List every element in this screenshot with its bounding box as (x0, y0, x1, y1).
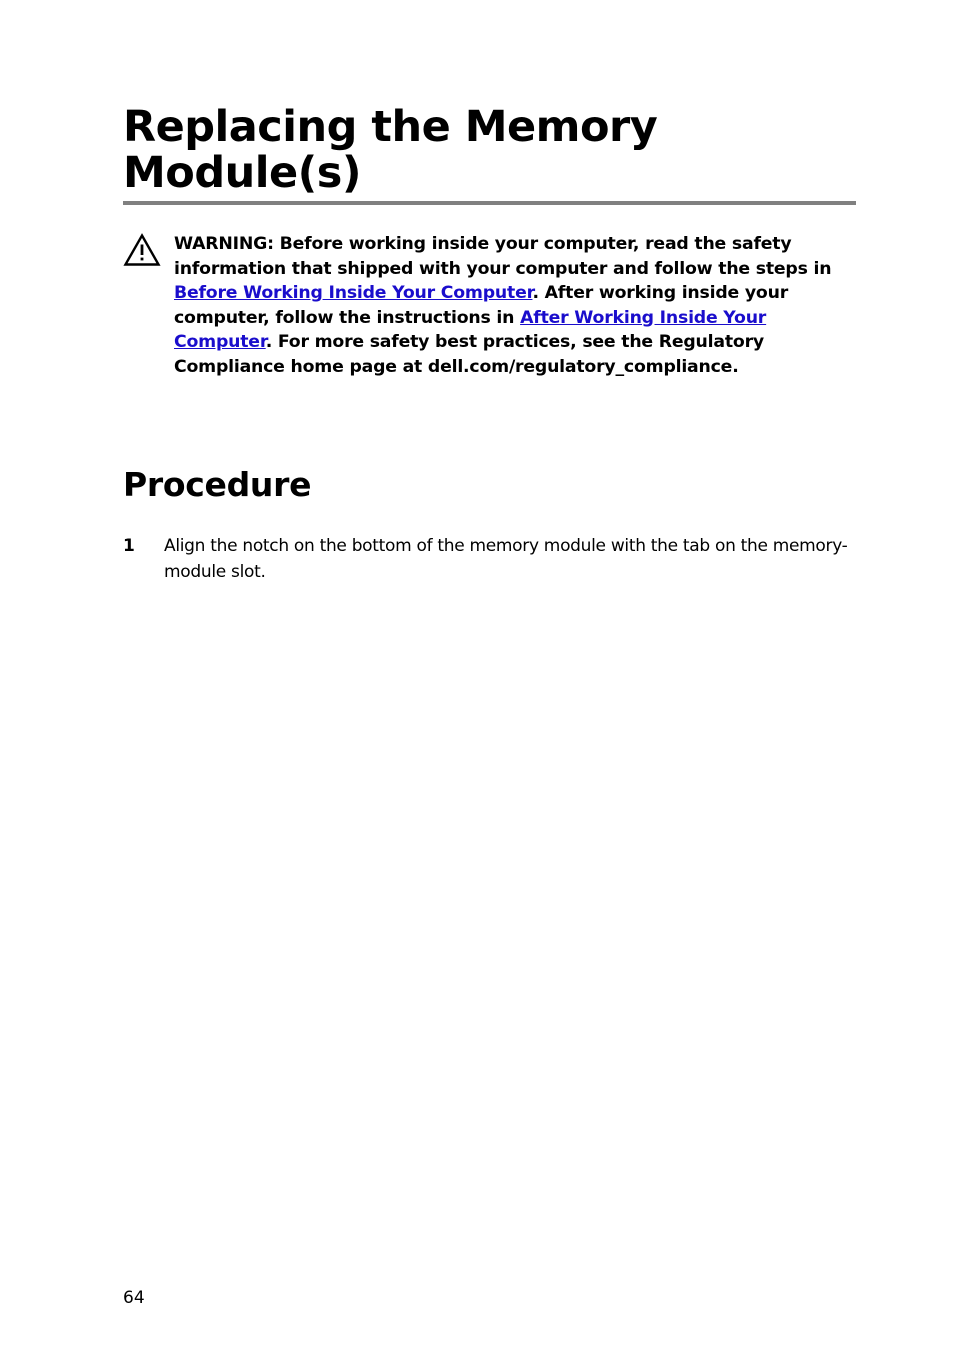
warning-text-part3: . For more safety best practices, see the Regulatory Compliance home page at dell.com/regulatory_compliance. (174, 332, 764, 377)
title-rule (123, 201, 856, 205)
warning-triangle-icon (123, 233, 161, 267)
warning-text-part2: . After working inside your computer, follow the instructions in (174, 283, 789, 328)
step-text: Align the notch on the bottom of the memory module with the tab on the memory-module slot. (164, 536, 848, 582)
page-title: Replacing the Memory Module(s) (123, 102, 658, 198)
step-number: 1 (123, 536, 135, 556)
page-number: 64 (123, 1288, 145, 1308)
warning-text-part1: WARNING: Before working inside your computer, read the safety information that shipped with your computer and follow the steps in (174, 234, 832, 279)
warning-text (174, 232, 864, 380)
before-working-inside-link[interactable]: Before Working Inside Your Computer (174, 283, 533, 304)
procedure-heading: Procedure (123, 465, 312, 504)
after-working-inside-link[interactable]: After Working Inside Your Computer (174, 307, 767, 353)
